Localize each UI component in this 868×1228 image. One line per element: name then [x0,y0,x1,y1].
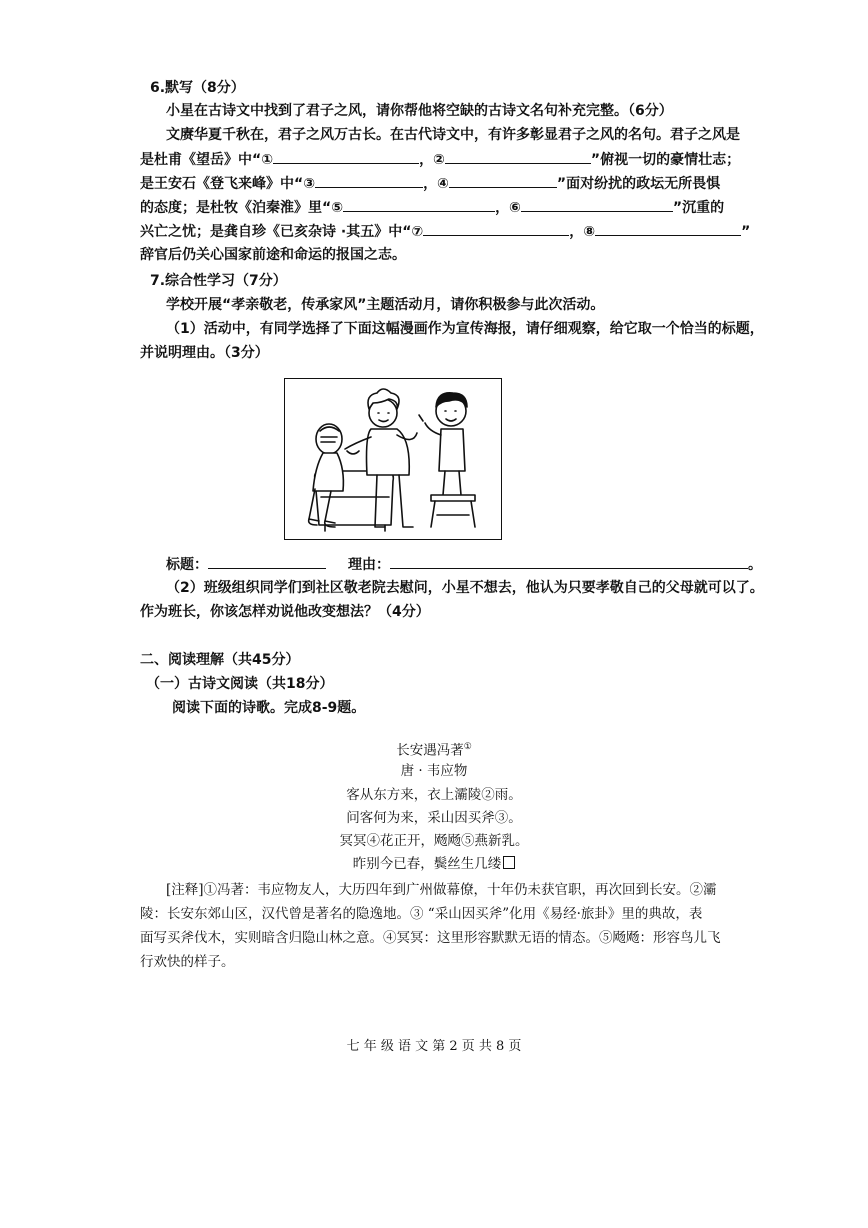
q6-line1: 文赓华夏千秋在，君子之风万古长。在古代诗文中，有许多彰显君子之风的名句。君子之风是 [166,127,740,143]
notes-line-3: 面写买斧伐木，实则暗含归隐山林之意。④冥冥：这里形容默默无语的情态。⑤飏飏：形容鸟儿飞 [140,930,721,946]
q6-line5: 兴亡之忧；是龚自珍《已亥杂诗 ·其五》中“⑦ ，⑧ ” [140,221,750,242]
answer-blank-7[interactable] [423,221,569,236]
answer-blank-5[interactable] [343,197,495,212]
answer-blank-1[interactable] [273,149,419,164]
q7-part2-line1: （2）班级组织同学们到社区敬老院去慰问，小星不想去，他认为只要孝敬自己的父母就可以了。 [166,580,764,596]
missing-character-box [503,856,515,869]
answer-blank-4[interactable] [449,173,557,188]
notes-line-4: 行欢快的样子。 [140,954,235,970]
q6-title: 6.默写（8分） [150,80,245,96]
q7-answer-line: 标题： 理由： 。 [166,554,762,575]
reason-answer-blank[interactable] [390,554,748,569]
q6-intro: 小星在古诗文中找到了君子之风，请你帮他将空缺的古诗文名句补充完整。（6分） [166,103,673,119]
answer-blank-8[interactable] [595,221,741,236]
poem-line-2: 问客何为来，采山因买斧③。 [346,810,522,826]
q6-line2: 是杜甫《望岳》中“① ，② ”俯视一切的豪情壮志； [140,149,740,170]
notes-line-1: [注释]①冯著：韦应物友人，大历四年到广州做幕僚，十年仍未获官职，再次回到长安。②灞 [166,882,717,898]
q7-part1-line2: 并说明理由。（3分） [140,345,269,361]
q7-part1-line1: （1）活动中，有同学选择了下面这幅漫画作为宣传海报，请仔细观察，给它取一个恰当的标题， [166,321,764,337]
answer-blank-3[interactable] [315,173,423,188]
q6-line3: 是王安石《登飞来峰》中“③ ，④ ”面对纷扰的政坛无所畏惧 [140,173,720,194]
answer-blank-2[interactable] [445,149,591,164]
poem-line-1: 客从东方来，衣上灞陵②雨。 [346,787,522,803]
title-label: 标题： [166,557,208,573]
q6-line6: 辞官后仍关心国家前途和命运的报国之志。 [140,247,406,263]
page-footer: 七 年 级 语 文 第 2 页 共 8 页 [346,1039,522,1054]
reason-label: 理由： [348,557,390,573]
notes-line-2: 陵：长安东郊山区，汉代曾是著名的隐逸地。③ “采山因买斧”化用《易经·旅卦》里的典故，表 [140,906,703,922]
poem-line-4: 昨别今已春，鬓丝生几缕 [0,854,868,874]
title-answer-blank[interactable] [208,554,326,569]
poem-line-3: 冥冥④花正开，飏飏⑤燕新乳。 [339,833,529,849]
q6-line4: 的态度；是杜牧《泊秦淮》里“⑤ ，⑥ ”沉重的 [140,197,724,218]
q7-title: 7.综合性学习（7分） [150,273,287,289]
q7-intro: 学校开展“孝亲敬老，传承家风”主题活动月，请你积极参与此次活动。 [166,297,605,313]
answer-blank-6[interactable] [521,197,673,212]
poem-author: 唐 · 韦应物 [400,763,468,779]
section2-subtitle: （一）古诗文阅读（共18分） [146,676,334,692]
section2-title: 二、阅读理解（共45分） [140,652,300,668]
section2-instruction: 阅读下面的诗歌。完成8-9题。 [172,700,366,716]
q7-part2-line2: 作为班长，你该怎样劝说他改变想法？（4分） [140,604,430,620]
poem-title: 长安遇冯著① [396,742,472,759]
cartoon-illustration [284,378,502,540]
